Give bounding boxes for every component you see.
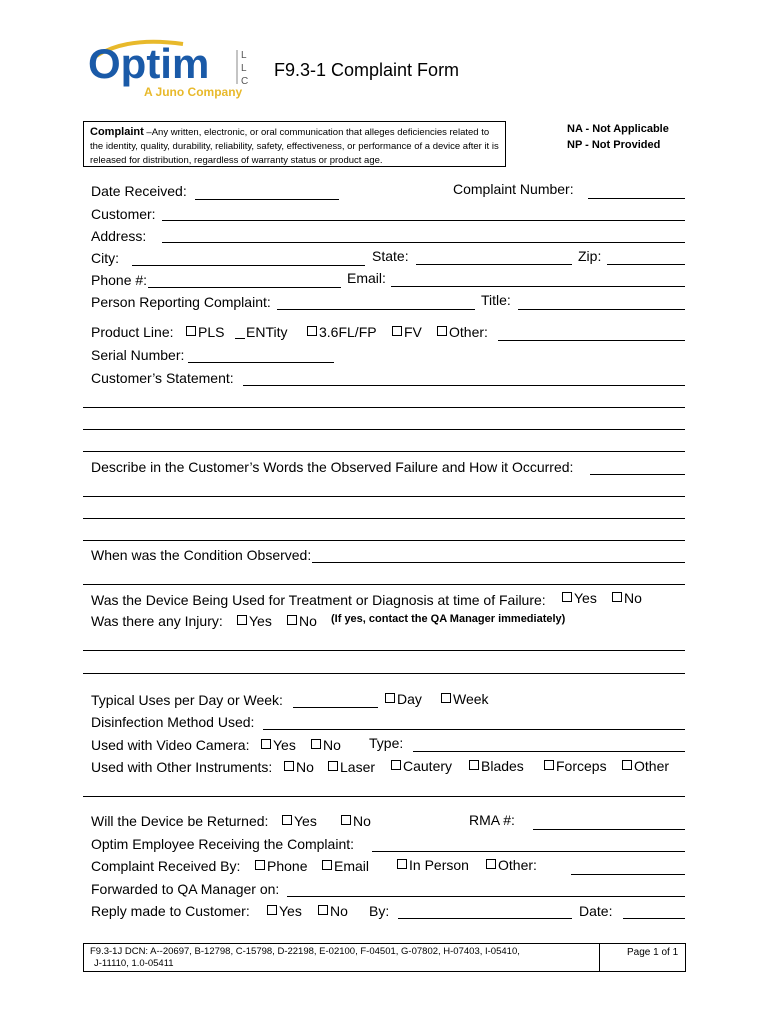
state-label: State: <box>372 248 409 264</box>
address-field[interactable] <box>162 242 685 243</box>
injury-note: (If yes, contact the QA Manager immediately) <box>331 613 566 625</box>
instrument-blades-checkbox[interactable]: Blades <box>469 758 524 774</box>
complaint-number-label: Complaint Number: <box>453 181 574 197</box>
logo-brand-text: Optim <box>88 40 210 87</box>
instrument-laser-checkbox[interactable]: Laser <box>328 759 375 775</box>
employee-receiving-field[interactable] <box>372 851 685 852</box>
svg-text:C: C <box>241 76 249 87</box>
person-reporting-label: Person Reporting Complaint: <box>91 294 271 310</box>
type-field[interactable] <box>413 751 685 752</box>
footer-dcn: F9.3-1J DCN: A--20697, B-12798, C-15798, D-22198, E-02100, F-04501, G-07802, H-07403, I-05410, <box>90 946 520 957</box>
reply-no-checkbox[interactable]: No <box>318 903 348 919</box>
received-by-label: Complaint Received By: <box>91 858 241 874</box>
checkbox-icon <box>322 860 332 870</box>
video-yes-checkbox[interactable]: Yes <box>261 737 296 753</box>
reply-label: Reply made to Customer: <box>91 903 250 919</box>
zip-field[interactable] <box>607 264 685 265</box>
product-entity-checkbox[interactable]: ENTity <box>246 324 288 340</box>
describe-failure-field[interactable] <box>590 474 685 475</box>
email-label: Email: <box>347 270 386 286</box>
device-returned-label: Will the Device be Returned: <box>91 813 269 829</box>
customer-statement-field[interactable] <box>243 385 685 386</box>
video-camera-label: Used with Video Camera: <box>91 737 250 753</box>
person-reporting-field[interactable] <box>277 309 475 310</box>
svg-text:L: L <box>241 50 247 61</box>
footer-page: Page 1 of 1 <box>627 947 679 958</box>
product-other-checkbox[interactable]: Other: <box>437 324 488 340</box>
title-field[interactable] <box>518 309 685 310</box>
checkbox-icon <box>341 815 351 825</box>
product-fv-checkbox[interactable]: FV <box>392 324 422 340</box>
received-inperson-checkbox[interactable]: In Person <box>397 857 469 873</box>
checkbox-icon <box>441 693 451 703</box>
failure-line[interactable] <box>83 496 685 497</box>
np-note: NP - Not Provided <box>567 139 661 151</box>
instrument-forceps-checkbox[interactable]: Forceps <box>544 758 607 774</box>
checkbox-icon <box>261 739 271 749</box>
checkbox-icon <box>397 859 407 869</box>
rma-field[interactable] <box>533 829 685 830</box>
checkbox-icon <box>391 760 401 770</box>
checkbox-icon <box>612 592 622 602</box>
address-label: Address: <box>91 228 147 244</box>
device-used-yes-checkbox[interactable]: Yes <box>562 590 597 606</box>
checkbox-icon <box>622 760 632 770</box>
form-title: F9.3-1 Complaint Form <box>274 60 460 80</box>
checkbox-icon <box>282 815 292 825</box>
forwarded-field[interactable] <box>287 896 685 897</box>
date-field[interactable] <box>623 918 685 919</box>
footer-box <box>83 943 686 972</box>
disinfection-label: Disinfection Method Used: <box>91 714 255 730</box>
checkbox-icon <box>385 693 395 703</box>
describe-failure-label: Describe in the Customer’s Words the Observed Failure and How it Occurred: <box>91 459 574 475</box>
svg-text:L: L <box>241 63 247 74</box>
received-other-checkbox[interactable]: Other: <box>486 857 537 873</box>
checkbox-icon <box>328 761 338 771</box>
product-entity-line <box>235 338 245 339</box>
rma-label: RMA #: <box>469 812 515 828</box>
failure-line[interactable] <box>83 540 685 541</box>
by-field[interactable] <box>398 918 572 919</box>
na-note: NA - Not Applicable <box>567 123 669 135</box>
definition-text: –Any written, electronic, or oral communication that alleges deficiencies related to the identity, quality, durability, reliability, safety, effectiveness, or performance of a device after it is released for distribution, regardless of warranty status or product age. <box>90 127 499 166</box>
date-label: Date: <box>579 903 613 919</box>
instrument-other-checkbox[interactable]: Other <box>622 758 669 774</box>
logo-tagline: A Juno Company <box>144 85 243 99</box>
complaint-number-field[interactable] <box>588 198 685 199</box>
statement-line[interactable] <box>83 429 685 430</box>
checkbox-icon <box>392 326 402 336</box>
product-other-field[interactable] <box>498 340 685 341</box>
disinfection-field[interactable] <box>263 729 685 730</box>
checkbox-icon <box>307 326 317 336</box>
serial-number-label: Serial Number: <box>91 347 185 363</box>
checkbox-icon <box>267 905 277 915</box>
customer-field[interactable] <box>162 220 685 221</box>
returned-no-checkbox[interactable]: No <box>341 813 371 829</box>
condition-line[interactable] <box>83 584 685 585</box>
device-used-no-checkbox[interactable]: No <box>612 590 642 606</box>
customer-statement-label: Customer’s Statement: <box>91 370 234 386</box>
forwarded-label: Forwarded to QA Manager on: <box>91 881 280 897</box>
checkbox-icon <box>311 739 321 749</box>
period-week-checkbox[interactable]: Week <box>441 691 489 707</box>
injury-label: Was there any Injury: <box>91 613 223 629</box>
other-instruments-label: Used with Other Instruments: <box>91 759 273 775</box>
condition-observed-field[interactable] <box>312 562 685 563</box>
statement-line[interactable] <box>83 407 685 408</box>
date-received-field[interactable] <box>195 199 339 200</box>
product-line-label: Product Line: <box>91 324 174 340</box>
instrument-cautery-checkbox[interactable]: Cautery <box>391 758 452 774</box>
footer-dcn-continued: J-11110, 1.0-05411 <box>94 958 174 969</box>
by-label: By: <box>369 903 390 919</box>
received-phone-checkbox[interactable]: Phone <box>255 858 307 874</box>
failure-line[interactable] <box>83 518 685 519</box>
title-label: Title: <box>481 292 511 308</box>
reply-yes-checkbox[interactable]: Yes <box>267 903 302 919</box>
injury-line[interactable] <box>83 650 685 651</box>
period-day-checkbox[interactable]: Day <box>385 691 422 707</box>
checkbox-icon <box>287 615 297 625</box>
email-field[interactable] <box>391 286 685 287</box>
checkbox-icon <box>186 326 196 336</box>
phone-label: Phone #: <box>91 272 148 288</box>
optim-logo <box>88 34 253 100</box>
state-field[interactable] <box>416 264 572 265</box>
checkbox-icon <box>255 860 265 870</box>
checkbox-icon <box>486 859 496 869</box>
checkbox-icon <box>318 905 328 915</box>
product-36fl-checkbox[interactable]: 3.6FL/FP <box>307 324 377 340</box>
complaint-definition-box <box>83 121 506 167</box>
typical-uses-field[interactable] <box>293 707 378 708</box>
checkbox-icon <box>237 615 247 625</box>
instruments-line[interactable] <box>83 796 685 797</box>
statement-line[interactable] <box>83 451 685 452</box>
injury-line[interactable] <box>83 673 685 674</box>
product-pls-checkbox[interactable]: PLS <box>186 324 224 340</box>
date-received-label: Date Received: <box>91 183 187 199</box>
received-email-checkbox[interactable]: Email <box>322 858 369 874</box>
checkbox-icon <box>469 760 479 770</box>
zip-label: Zip: <box>578 248 602 264</box>
checkbox-icon <box>544 760 554 770</box>
typical-uses-label: Typical Uses per Day or Week: <box>91 692 283 708</box>
device-used-label: Was the Device Being Used for Treatment or Diagnosis at time of Failure: <box>91 592 546 608</box>
city-field[interactable] <box>132 265 365 266</box>
definition-term: Complaint <box>90 126 144 138</box>
video-no-checkbox[interactable]: No <box>311 737 341 753</box>
type-label: Type: <box>369 735 404 751</box>
employee-receiving-label: Optim Employee Receiving the Complaint: <box>91 836 355 852</box>
phone-field[interactable] <box>148 287 341 288</box>
checkbox-icon <box>437 326 447 336</box>
customer-label: Customer: <box>91 206 156 222</box>
received-other-field[interactable] <box>571 874 685 875</box>
returned-yes-checkbox[interactable]: Yes <box>282 813 317 829</box>
condition-observed-label: When was the Condition Observed: <box>91 547 312 563</box>
instrument-no-checkbox[interactable]: No <box>284 759 314 775</box>
checkbox-icon <box>562 592 572 602</box>
injury-yes-checkbox[interactable]: Yes <box>237 613 272 629</box>
serial-number-field[interactable] <box>188 362 334 363</box>
injury-no-checkbox[interactable]: No <box>287 613 317 629</box>
city-label: City: <box>91 250 119 266</box>
checkbox-icon <box>284 761 294 771</box>
